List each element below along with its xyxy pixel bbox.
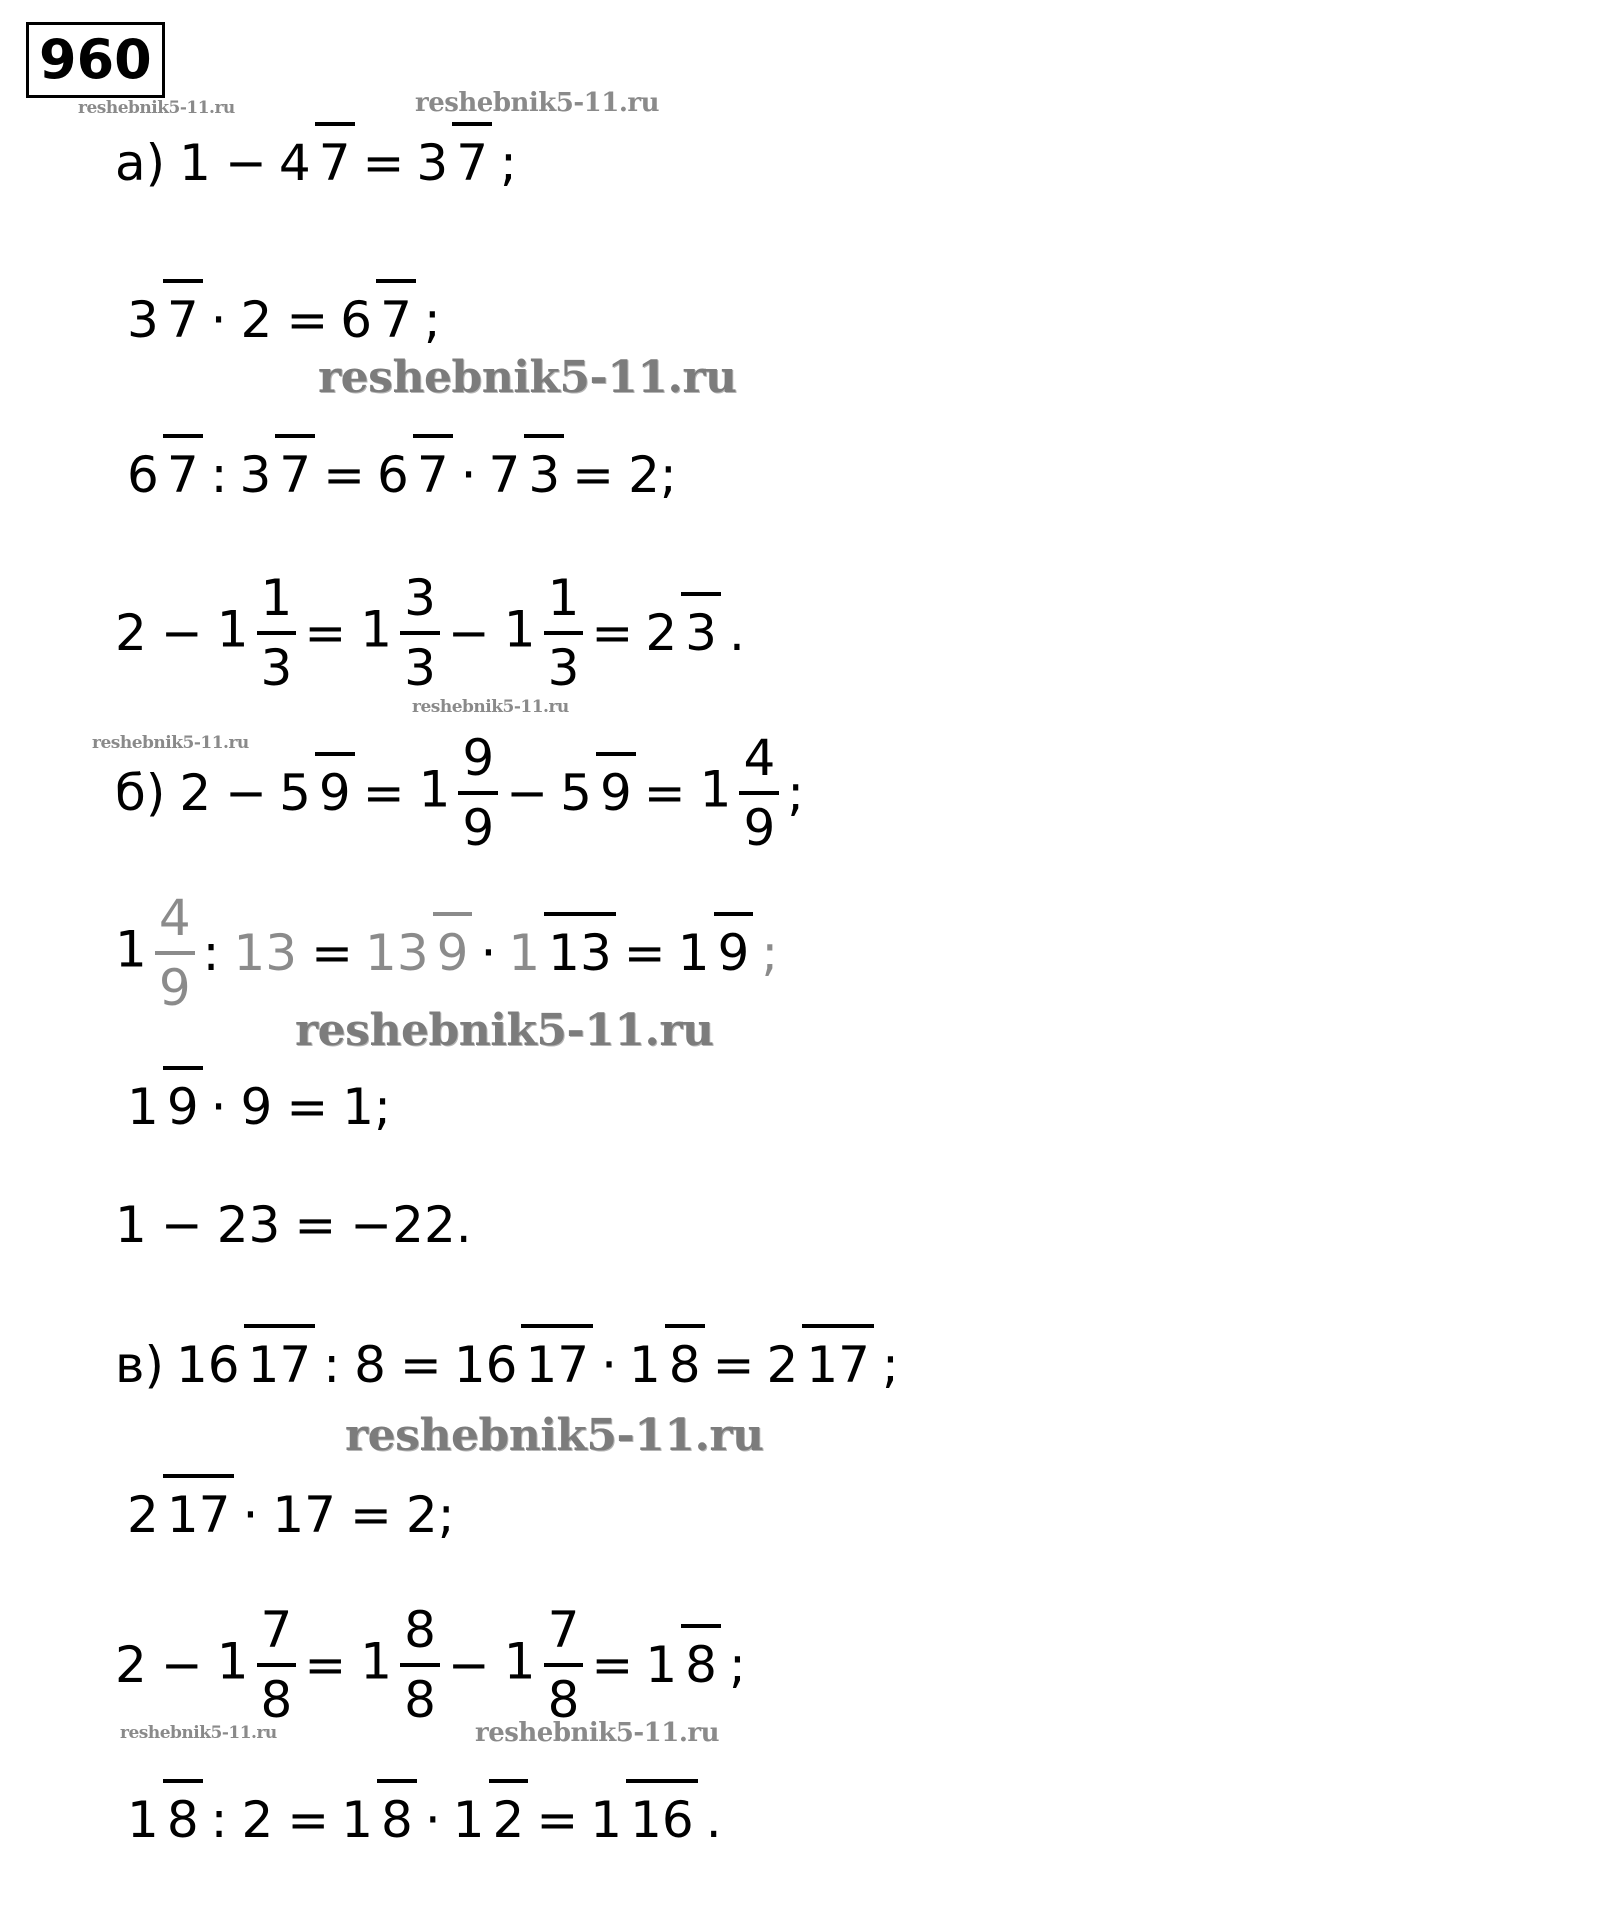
denominator: 17 (521, 1324, 593, 1394)
punctuation: . (455, 1196, 472, 1254)
fraction (123, 446, 203, 504)
denominator: 17 (163, 1474, 235, 1544)
mixed-number (418, 729, 507, 857)
fraction (123, 291, 203, 349)
operator: − (160, 1196, 203, 1254)
numerator: 7 (260, 1601, 293, 1659)
denominator: 7 (452, 122, 492, 192)
mixed-number (503, 1601, 592, 1729)
number: 8 (354, 1336, 386, 1394)
operator: − (506, 764, 549, 822)
punctuation: ; (500, 134, 517, 192)
equation-c-4 (115, 1765, 722, 1875)
watermark-text: reshebnik5-11.ru (412, 697, 569, 717)
denominator: 13 (544, 912, 616, 982)
operator: = (286, 291, 329, 349)
denominator: 3 (400, 631, 440, 693)
operator: · (460, 446, 477, 504)
number: 9 (240, 1078, 273, 1136)
fraction (123, 1486, 234, 1544)
operator: · (601, 1336, 617, 1394)
numerator: 1 (508, 924, 541, 982)
denominator: 8 (665, 1324, 705, 1394)
punctuation: . (705, 1791, 722, 1849)
fraction (449, 1791, 529, 1849)
numerator: 6 (377, 446, 409, 504)
denominator: 9 (433, 912, 473, 982)
numerator: 4 (743, 729, 776, 787)
numerator: 5 (560, 764, 592, 822)
denominator: 9 (315, 752, 355, 822)
mixed-number (115, 889, 203, 1017)
operator: − (224, 134, 267, 192)
watermark-text: reshebnik5-11.ru (318, 352, 737, 403)
operator: = (591, 1636, 634, 1694)
punctuation: ; (374, 1078, 391, 1136)
denominator: 9 (739, 791, 779, 853)
operator: · (424, 1791, 441, 1849)
denominator: 7 (413, 434, 453, 504)
operator: = (311, 924, 354, 982)
numerator: 9 (462, 729, 495, 787)
number: 2 (179, 764, 212, 822)
operator: = (362, 764, 405, 822)
denominator: 7 (163, 434, 203, 504)
numerator: 13 (365, 924, 429, 982)
operator: · (242, 1486, 259, 1544)
punctuation: . (728, 604, 745, 662)
denominator: 16 (626, 1779, 698, 1849)
numerator: 1 (677, 924, 710, 982)
whole-part: 1 (216, 600, 249, 659)
operator: : (323, 1336, 341, 1394)
numerator: 4 (278, 134, 311, 192)
numerator: 8 (404, 1601, 436, 1659)
fraction (556, 764, 636, 822)
operator: = (362, 134, 405, 192)
operator: = (536, 1791, 579, 1849)
denominator: 7 (275, 434, 315, 504)
fraction (337, 1791, 417, 1849)
whole-part: 1 (360, 1632, 393, 1691)
operator: − (447, 1636, 490, 1694)
punctuation: ; (437, 1486, 455, 1544)
watermark-text: reshebnik5-11.ru (120, 1723, 277, 1743)
operator: = (623, 924, 666, 982)
numerator: 6 (340, 291, 373, 349)
result: −22 (350, 1196, 456, 1254)
operator: = (304, 604, 347, 662)
denominator: 8 (163, 1779, 203, 1849)
mixed-number (699, 729, 788, 857)
mixed-number (216, 569, 305, 697)
equation-c-1 (115, 1310, 899, 1420)
fraction (504, 924, 615, 982)
number: 13 (233, 924, 298, 982)
numerator: 6 (127, 446, 159, 504)
numerator: 1 (645, 1636, 678, 1694)
mixed-number (360, 1601, 448, 1729)
operator: = (286, 1078, 329, 1136)
watermark-text: reshebnik5-11.ru (475, 1718, 720, 1748)
punctuation: ; (659, 446, 677, 504)
mixed-number (216, 1601, 305, 1729)
numerator: 4 (158, 889, 191, 947)
mixed-number (360, 569, 448, 697)
watermark-text: reshebnik5-11.ru (415, 88, 660, 118)
equation-a-2 (115, 265, 441, 375)
numerator: 1 (127, 1791, 159, 1849)
numerator: 16 (453, 1336, 518, 1394)
numerator: 1 (452, 1791, 485, 1849)
operator: = (643, 764, 686, 822)
numerator: 1 (341, 1791, 374, 1849)
numerator: 5 (279, 764, 311, 822)
part-label-a: а) (115, 134, 166, 192)
fraction (172, 1336, 315, 1394)
numerator: 1 (260, 569, 293, 627)
equation-b-4 (115, 1170, 472, 1280)
operator: = (323, 446, 366, 504)
result: 2 (405, 1486, 438, 1544)
whole-part: 1 (115, 920, 147, 979)
equation-a-1 (115, 108, 517, 218)
denominator: 9 (714, 912, 754, 982)
operator: = (399, 1336, 442, 1394)
numerator: 2 (645, 604, 678, 662)
denominator: 3 (257, 631, 297, 693)
punctuation: ; (881, 1336, 899, 1394)
equation-b-1 (115, 729, 805, 857)
fraction (361, 924, 472, 982)
fraction (641, 1636, 721, 1694)
denominator: 8 (377, 1779, 417, 1849)
numerator: 7 (488, 446, 521, 504)
operator: − (225, 764, 268, 822)
whole-part: 1 (699, 760, 732, 819)
fraction (586, 1791, 697, 1849)
denominator: 3 (681, 592, 721, 662)
fraction (123, 1791, 203, 1849)
operator: = (712, 1336, 755, 1394)
denominator: 3 (524, 434, 564, 504)
denominator: 9 (458, 791, 498, 853)
whole-part: 1 (503, 600, 536, 659)
fraction (450, 1336, 593, 1394)
numerator: 16 (175, 1336, 240, 1394)
mixed-number (503, 569, 592, 697)
denominator: 7 (315, 122, 355, 192)
fraction (412, 134, 492, 192)
number: 2 (115, 1636, 147, 1694)
operator: = (294, 1196, 337, 1254)
denominator: 17 (244, 1324, 316, 1394)
operator: = (349, 1486, 392, 1544)
equation-a-4 (115, 569, 745, 697)
fraction (275, 134, 355, 192)
denominator: 9 (155, 951, 195, 1013)
watermark-text: reshebnik5-11.ru (345, 1410, 764, 1461)
punctuation: ; (728, 1636, 746, 1694)
denominator: 9 (163, 1066, 203, 1136)
operator: = (304, 1636, 347, 1694)
denominator: 8 (400, 1663, 440, 1725)
fraction (641, 604, 721, 662)
fraction (123, 1078, 203, 1136)
equation-b-2 (115, 889, 779, 1017)
denominator: 9 (596, 752, 636, 822)
result: 1 (342, 1078, 375, 1136)
fraction (763, 1336, 874, 1394)
number: 23 (216, 1196, 281, 1254)
number: 2 (240, 291, 273, 349)
numerator: 1 (590, 1791, 623, 1849)
operator: : (210, 446, 228, 504)
result: 2 (628, 446, 660, 504)
fraction (373, 446, 453, 504)
fraction (336, 291, 416, 349)
watermark-text: reshebnik5-11.ru (295, 1005, 714, 1056)
denominator: 17 (802, 1324, 874, 1394)
operator: = (287, 1791, 330, 1849)
whole-part: 1 (216, 1632, 249, 1691)
operator: : (210, 1791, 228, 1849)
fraction (674, 924, 754, 982)
denominator: 8 (544, 1663, 584, 1725)
number: 2 (115, 604, 147, 662)
fraction (275, 764, 355, 822)
number: 1 (115, 1196, 147, 1254)
punctuation: ; (761, 924, 779, 982)
denominator: 7 (376, 279, 416, 349)
fraction (485, 446, 565, 504)
operator: − (447, 604, 490, 662)
denominator: 8 (681, 1624, 721, 1694)
fraction (235, 446, 315, 504)
numerator: 2 (766, 1336, 799, 1394)
numerator: 3 (416, 134, 449, 192)
denominator: 7 (163, 279, 203, 349)
numerator: 7 (547, 1601, 580, 1659)
operator: · (480, 924, 497, 982)
denominator: 2 (489, 1779, 529, 1849)
operator: = (572, 446, 615, 504)
whole-part: 1 (418, 760, 451, 819)
operator: : (202, 924, 220, 982)
part-label-b: б) (115, 764, 166, 822)
number: 1 (179, 134, 211, 192)
operator: · (210, 1078, 227, 1136)
equation-c-2 (115, 1460, 455, 1570)
operator: − (160, 604, 203, 662)
punctuation: ; (787, 764, 805, 822)
whole-part: 1 (503, 1632, 536, 1691)
part-label-c: в) (115, 1336, 164, 1394)
numerator: 3 (404, 569, 436, 627)
whole-part: 1 (360, 600, 393, 659)
denominator: 8 (257, 1663, 297, 1725)
number: 2 (241, 1791, 274, 1849)
numerator: 2 (127, 1486, 159, 1544)
denominator: 3 (544, 631, 584, 693)
operator: = (591, 604, 634, 662)
numerator: 1 (547, 569, 580, 627)
number: 17 (272, 1486, 336, 1544)
equation-a-3 (115, 420, 677, 530)
numerator: 3 (127, 291, 159, 349)
numerator: 1 (127, 1078, 159, 1136)
numerator: 1 (628, 1336, 661, 1394)
task-number: 960 (26, 22, 165, 98)
numerator: 3 (239, 446, 272, 504)
equation-b-3 (115, 1052, 391, 1162)
punctuation: ; (423, 291, 441, 349)
operator: · (210, 291, 227, 349)
watermark-text: reshebnik5-11.ru (78, 98, 235, 118)
watermark-text: reshebnik5-11.ru (92, 733, 249, 753)
fraction (625, 1336, 705, 1394)
operator: − (160, 1636, 203, 1694)
equation-c-3 (115, 1601, 746, 1729)
